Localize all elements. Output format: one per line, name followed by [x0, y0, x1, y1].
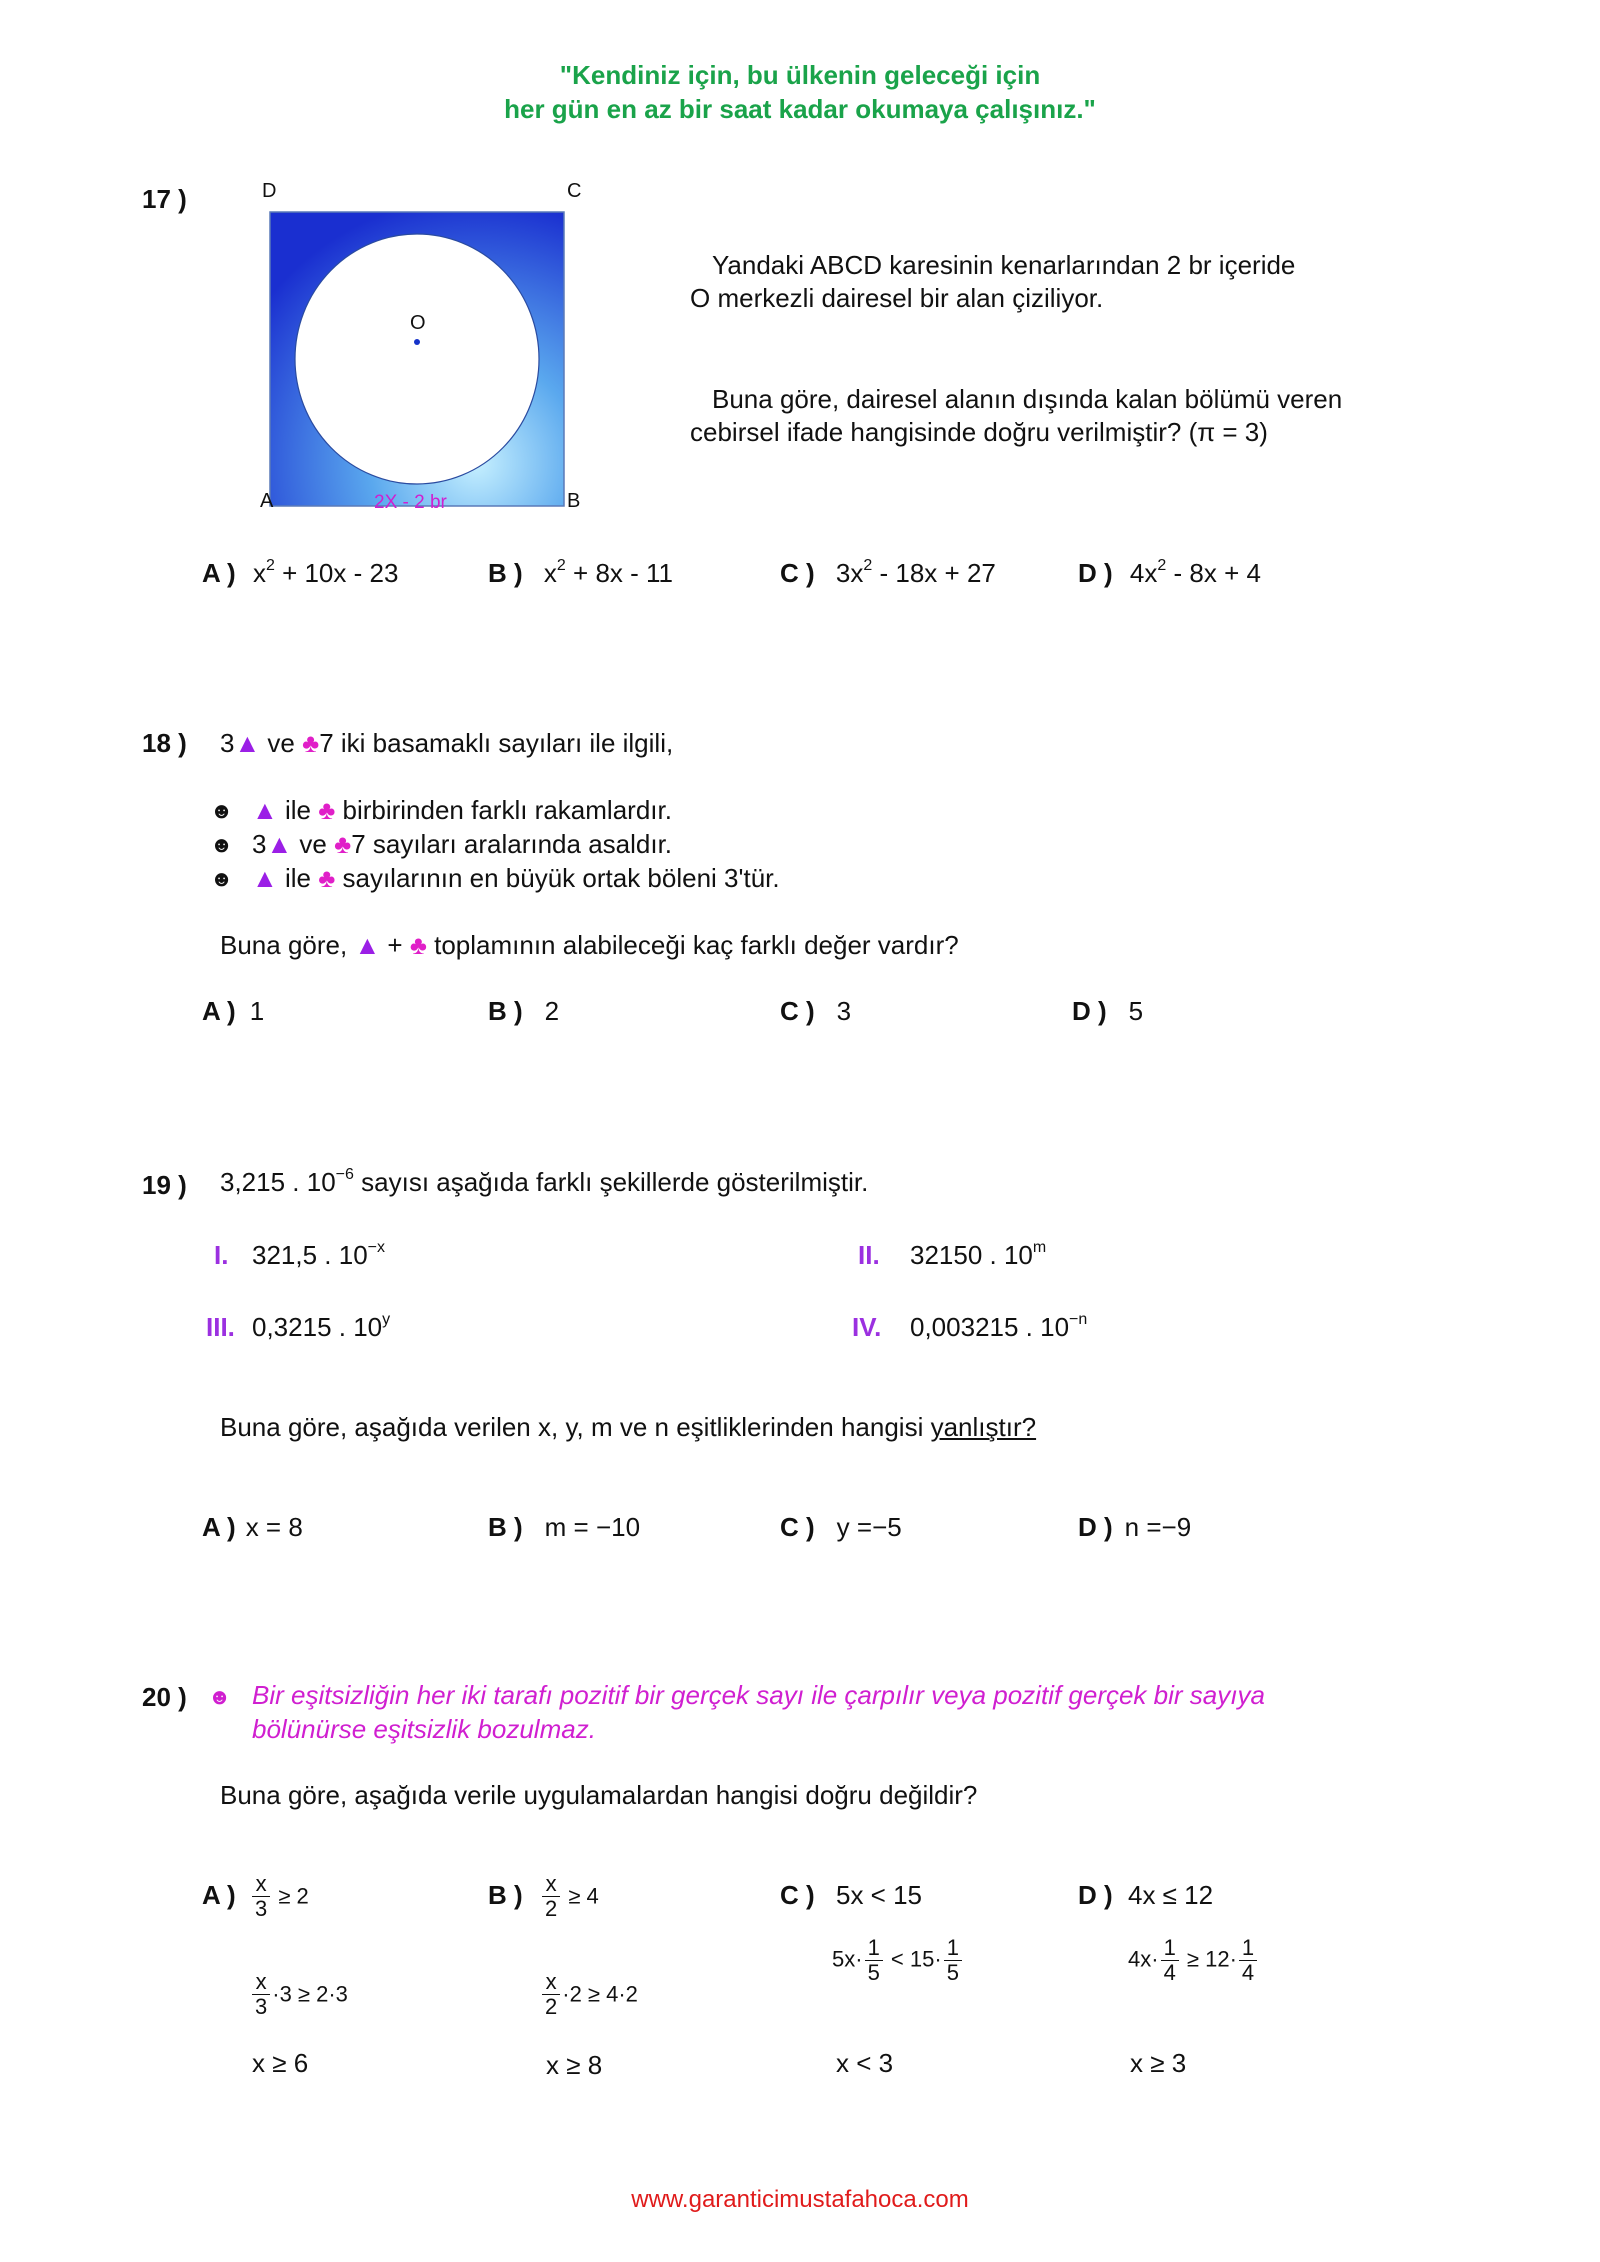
form-text: 0,003215 . 10: [910, 1312, 1070, 1342]
triangle-icon: ▲: [234, 728, 261, 758]
q20-rule-line-1: Bir eşitsizliğin her iki tarafı pozitif bir gerçek sayı ile çarpılır veya pozitif gerçek bir sayıya: [252, 1680, 1265, 1710]
condition-text: 7 sayıları aralarında asaldır.: [351, 829, 673, 859]
question-text: Buna göre, aşağıda verilen x, y, m ve n eşitliklerinden hangisi: [220, 1412, 931, 1442]
triangle-icon: ▲: [266, 829, 293, 859]
option-label: B ): [488, 996, 523, 1026]
intro-text: sayısı aşağıda farklı şekillerde gösterilmiştir.: [353, 1167, 869, 1197]
option-label: C ): [780, 558, 815, 588]
option-text: + 8x - 11: [565, 558, 673, 588]
option-text: 2: [544, 996, 560, 1026]
option-text: 1: [249, 996, 265, 1026]
condition-text: ile: [277, 863, 319, 893]
form-exponent: m: [1032, 1239, 1047, 1256]
smiley-bullet-icon: ☻: [210, 866, 234, 891]
form-text: 32150 . 10: [910, 1240, 1033, 1270]
triangle-icon: ▲: [354, 930, 381, 960]
question-17-number: 17 ): [142, 184, 187, 214]
denominator: 2: [545, 1994, 558, 2019]
option-label: A ): [202, 1512, 236, 1542]
q17-text-line-1: Yandaki ABCD karesinin kenarlarından 2 br içeride: [712, 250, 1296, 280]
q18-intro-text: ve: [260, 728, 303, 758]
q20-option-a-step-3: x ≥ 6: [252, 2048, 309, 2078]
option-text: 5: [1128, 996, 1144, 1026]
q19-form-ii: [910, 1240, 1046, 1271]
option-exponent: 2: [863, 557, 873, 574]
intro-text: 3,215 . 10: [220, 1167, 336, 1197]
side-length-label: 2X - 2 br: [374, 492, 447, 513]
option-text: x: [543, 558, 557, 588]
q20-option-c-step-3: x < 3: [836, 2048, 894, 2078]
numerator: x: [542, 1872, 560, 1897]
option-label: D ): [1078, 558, 1113, 588]
q20-option-b-step-1: [540, 1872, 599, 1921]
fraction: [1239, 1936, 1257, 1985]
roman-numeral-i: I.: [214, 1240, 229, 1270]
q18-condition-1: [252, 795, 672, 826]
option-text: - 8x + 4: [1166, 558, 1261, 588]
roman-numeral-iv: IV.: [852, 1312, 882, 1342]
denominator: 5: [867, 1960, 880, 1985]
q20-option-b-step-3: x ≥ 8: [546, 2050, 603, 2080]
club-icon: ♣: [318, 863, 336, 893]
denominator: 4: [1241, 1960, 1255, 1985]
step-text: ≥ 12·: [1180, 1946, 1237, 1972]
option-label: B ): [488, 558, 523, 588]
condition-text: birbirinden farklı rakamlardır.: [335, 795, 672, 825]
denominator: 3: [255, 1896, 268, 1921]
step-text: ·3 ≥ 2·3: [272, 1981, 348, 2007]
question-18-number: 18 ): [142, 728, 187, 758]
option-text: + 10x - 23: [274, 558, 399, 588]
numerator: 1: [865, 1936, 883, 1961]
question-text: toplamının alabileceği kaç farklı değer vardır?: [426, 930, 959, 960]
center-label-o: O: [410, 312, 426, 334]
q19-question: [220, 1412, 1036, 1443]
numerator: 1: [1161, 1936, 1179, 1961]
roman-numeral-iii: III.: [206, 1312, 235, 1342]
club-icon: ♣: [302, 728, 320, 758]
club-icon: ♣: [334, 829, 352, 859]
q19-option-a[interactable]: [202, 1512, 303, 1543]
club-icon: ♣: [409, 930, 427, 960]
form-text: 321,5 . 10: [252, 1240, 368, 1270]
question-20-number: 20 ): [142, 1682, 187, 1712]
q18-condition-3: [252, 863, 780, 894]
q19-form-i: [252, 1240, 385, 1271]
option-exponent: 2: [265, 557, 275, 574]
question-text: Buna göre,: [220, 930, 355, 960]
q19-intro: [220, 1167, 868, 1198]
form-text: 0,3215 . 10: [252, 1312, 383, 1342]
form-exponent: −n: [1069, 1311, 1088, 1328]
q18-intro-text: 7 iki basamaklı sayıları ile ilgili,: [319, 728, 674, 758]
center-point-o: [414, 339, 420, 345]
option-text: y =−5: [836, 1512, 902, 1542]
roman-numeral-ii: II.: [858, 1240, 880, 1270]
vertex-label-b: B: [567, 490, 581, 512]
condition-text: ve: [292, 829, 335, 859]
option-text: x = 8: [245, 1512, 303, 1542]
q20-rule-line-2: bölünürse eşitsizlik bozulmaz.: [252, 1714, 596, 1744]
q20-question: Buna göre, aşağıda verile uygulamalardan hangisi doğru değildir?: [220, 1780, 978, 1810]
q19-option-b[interactable]: [488, 1512, 640, 1543]
q20-option-c-step-2: [832, 1936, 964, 1985]
fraction: [865, 1936, 883, 1985]
triangle-icon: ▲: [252, 863, 278, 893]
question-text: +: [380, 930, 410, 960]
option-label: D ): [1078, 1512, 1113, 1542]
option-text: n =−9: [1124, 1512, 1192, 1542]
numerator: 1: [1239, 1936, 1257, 1961]
smiley-bullet-icon: ☻: [210, 798, 234, 823]
q20-option-a-label[interactable]: A ): [202, 1880, 236, 1910]
option-label: B ): [488, 1512, 523, 1542]
q19-option-d[interactable]: [1078, 1512, 1191, 1543]
option-text: 3x: [835, 558, 864, 588]
square-figure: [240, 176, 580, 516]
q17-text-line-3: Buna göre, dairesel alanın dışında kalan bölümü veren: [712, 384, 1343, 414]
numerator: x: [252, 1970, 270, 1995]
question-emphasis: yanlıştır?: [930, 1412, 1037, 1442]
denominator: 4: [1163, 1960, 1176, 1985]
intro-exponent: −6: [335, 1166, 354, 1183]
q17-option-a[interactable]: [202, 558, 398, 589]
vertex-label-d: D: [262, 180, 277, 202]
q20-option-d-label[interactable]: D ): [1078, 1880, 1113, 1910]
form-exponent: −x: [367, 1239, 385, 1256]
q20-option-a-step-1: [250, 1872, 309, 1921]
triangle-icon: ▲: [252, 795, 278, 825]
option-label: D ): [1072, 996, 1107, 1026]
option-text: x: [252, 558, 266, 588]
q20-option-d-step-1: 4x ≤ 12: [1128, 1880, 1214, 1910]
fraction: [1161, 1936, 1179, 1985]
vertex-label-c: C: [567, 180, 582, 202]
fraction: [542, 1872, 560, 1921]
motto-line-1: "Kendiniz için, bu ülkenin geleceği için: [559, 60, 1041, 90]
q20-option-d-step-2: [1128, 1936, 1259, 1985]
step-text: ≥ 4: [562, 1883, 599, 1909]
q19-option-c[interactable]: [780, 1512, 902, 1543]
q18-option-d[interactable]: [1072, 996, 1143, 1027]
circle-area: [295, 234, 539, 484]
option-label: C ): [780, 1512, 815, 1542]
option-text: m = −10: [544, 1512, 641, 1542]
q19-form-iv: [910, 1312, 1087, 1343]
q20-option-b-label[interactable]: B ): [488, 1880, 523, 1910]
footer-website-link[interactable]: www.garanticimustafahoca.com: [631, 2186, 969, 2213]
option-text: 4x: [1129, 558, 1158, 588]
option-text: - 18x + 27: [872, 558, 996, 588]
q17-option-b[interactable]: [488, 558, 673, 589]
fraction: [944, 1936, 962, 1985]
q18-option-b[interactable]: [488, 996, 559, 1027]
q18-option-c[interactable]: [780, 996, 851, 1027]
step-text: ≥ 2: [272, 1883, 309, 1909]
numerator: 1: [944, 1936, 962, 1961]
form-exponent: y: [382, 1311, 391, 1328]
fraction: [252, 1872, 270, 1921]
q17-option-d[interactable]: [1078, 558, 1261, 589]
q17-text-line-2: O merkezli dairesel bir alan çiziliyor.: [690, 283, 1104, 313]
q20-option-c-label[interactable]: C ): [780, 1880, 815, 1910]
option-exponent: 2: [1157, 557, 1167, 574]
condition-text: 3: [252, 829, 267, 859]
option-exponent: 2: [556, 557, 566, 574]
motto-line-2: her gün en az bir saat kadar okumaya çalışınız.": [504, 94, 1096, 124]
option-label: A ): [202, 558, 236, 588]
q20-option-a-step-2: [250, 1970, 348, 2019]
option-label: A ): [202, 996, 236, 1026]
q18-condition-2: [252, 829, 672, 860]
q17-option-c[interactable]: [780, 558, 996, 589]
condition-text: ile: [277, 795, 319, 825]
fraction: [542, 1970, 560, 2019]
denominator: 5: [946, 1960, 959, 1985]
vertex-label-a: A: [260, 490, 274, 512]
q18-question: [220, 930, 959, 961]
step-text: 5x·: [832, 1946, 863, 1972]
question-19-number: 19 ): [142, 1170, 187, 1200]
numerator: x: [252, 1872, 270, 1897]
q18-intro: [220, 728, 673, 759]
denominator: 2: [545, 1896, 558, 1921]
numerator: x: [542, 1970, 560, 1995]
club-icon: ♣: [318, 795, 336, 825]
q20-option-b-step-2: [540, 1970, 638, 2019]
step-text: 4x·: [1128, 1946, 1159, 1972]
option-text: 3: [836, 996, 852, 1026]
q20-option-d-step-3: x ≥ 3: [1130, 2048, 1187, 2078]
q17-text-line-4: cebirsel ifade hangisinde doğru verilmiştir? (π = 3): [690, 417, 1268, 447]
q20-option-c-step-1: 5x < 15: [836, 1880, 923, 1910]
option-label: C ): [780, 996, 815, 1026]
step-text: < 15·: [884, 1946, 942, 1972]
smiley-bullet-icon: ☻: [210, 832, 234, 857]
q18-intro-text: 3: [220, 728, 235, 758]
q18-option-a[interactable]: [202, 996, 264, 1027]
smiley-bullet-icon: ☻: [208, 1684, 232, 1709]
q19-form-iii: [252, 1312, 390, 1343]
step-text: ·2 ≥ 4·2: [562, 1981, 638, 2007]
fraction: [252, 1970, 270, 2019]
denominator: 3: [255, 1994, 268, 2019]
condition-text: sayılarının en büyük ortak böleni 3'tür.: [335, 863, 780, 893]
